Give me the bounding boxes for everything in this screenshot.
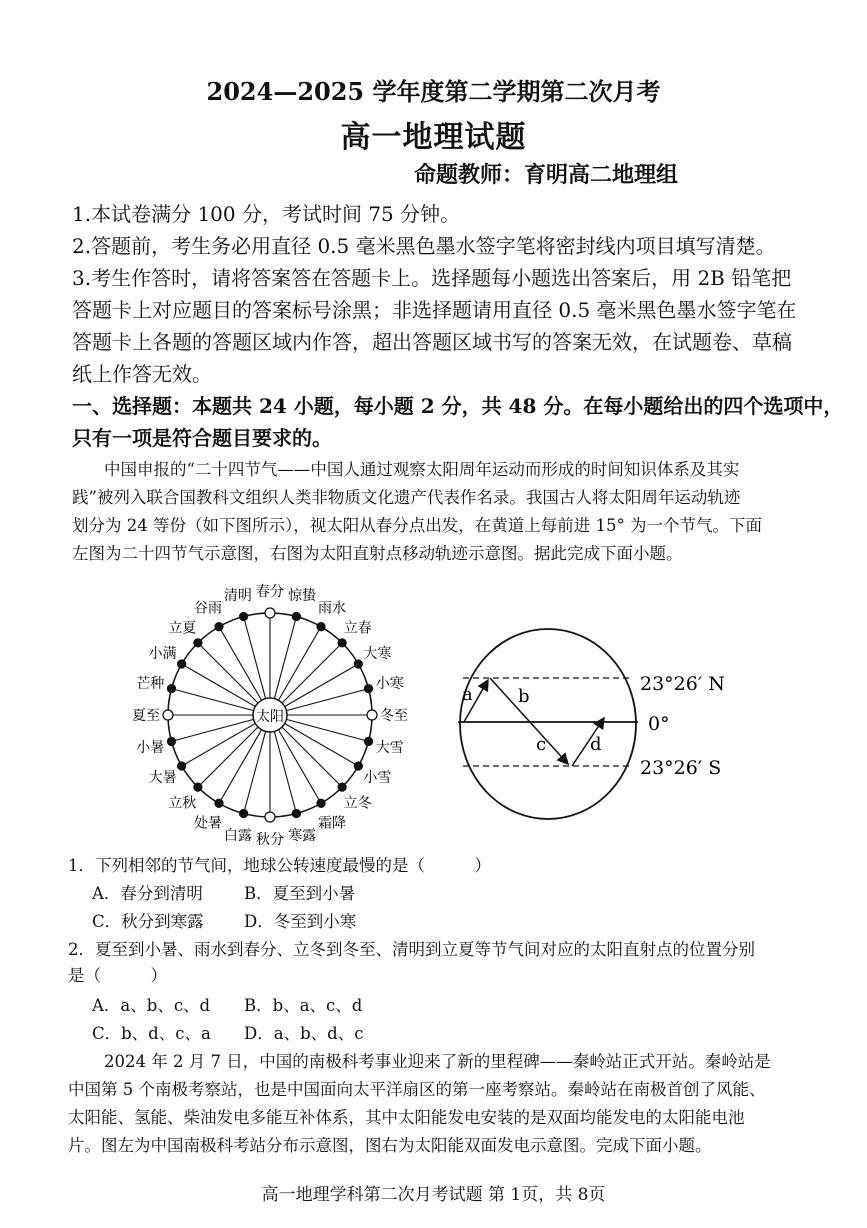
term-spoke bbox=[286, 719, 368, 741]
passage1-line-3: 划分为 24 等份（如下图所示），视太阳从春分点出发，在黄道上每前进 15° 为一个节气。下面 bbox=[72, 516, 762, 535]
term-spoke bbox=[244, 731, 266, 813]
term-point bbox=[338, 783, 346, 791]
question-2-option-b: B．b、a、c、d bbox=[244, 996, 363, 1015]
passage2-line-1: 2024 年 2 月 7 日，中国的南极科考事业迎来了新的里程碑——秦岭站正式开站。秦岭站是 bbox=[104, 1052, 771, 1071]
question-1-option-b: B．夏至到小暑 bbox=[244, 884, 356, 903]
term-point bbox=[292, 810, 300, 818]
exam-author: 命题教师：育明高二地理组 bbox=[414, 162, 679, 188]
page-footer: 高一地理学科第二次月考试题 第 1页，共 8页 bbox=[261, 1185, 606, 1205]
term-point bbox=[317, 799, 325, 807]
term-point bbox=[365, 737, 373, 745]
term-label: 小满 bbox=[148, 646, 177, 662]
lat-equator-label: 0° bbox=[648, 713, 670, 735]
term-label: 大寒 bbox=[363, 646, 392, 662]
term-label: 立冬 bbox=[343, 795, 372, 812]
direct-point-diagram bbox=[450, 628, 750, 838]
lat-north-label: 23°26′ N bbox=[640, 673, 725, 695]
term-point bbox=[367, 710, 377, 720]
term-point bbox=[265, 812, 275, 822]
term-label: 立秋 bbox=[168, 795, 197, 812]
label-c: c bbox=[536, 734, 547, 755]
question-1-option-d: D．冬至到小寒 bbox=[244, 912, 357, 931]
instruction-3-cont-3: 纸上作答无效。 bbox=[72, 362, 212, 386]
term-spoke bbox=[274, 616, 296, 698]
lat-south-label: 23°26′ S bbox=[640, 757, 722, 779]
label-b: b bbox=[518, 686, 530, 707]
passage2-line-3: 太阳能、氢能、柴油发电多能互补体系，其中太阳能发电安装的是双面均能发电的太阳能电池 bbox=[68, 1108, 745, 1127]
instruction-3-cont-2: 答题卡上各题的答题区域内作答，超出答题区域书写的答案无效，在试题卷、草稿 bbox=[72, 330, 792, 354]
term-spoke bbox=[274, 731, 296, 813]
term-label: 立春 bbox=[343, 620, 372, 637]
term-label: 大暑 bbox=[148, 770, 177, 786]
term-label: 冬至 bbox=[380, 708, 408, 724]
term-label: 霜降 bbox=[318, 815, 346, 832]
term-point bbox=[292, 612, 300, 620]
instruction-2: 2.答题前，考生务必用直径 0.5 毫米黑色墨水签字笔将密封线内项目填写清楚。 bbox=[72, 234, 776, 258]
question-2-option-c: C．b、d、c、a bbox=[92, 1024, 211, 1043]
term-spoke bbox=[171, 689, 253, 711]
term-point bbox=[167, 685, 175, 693]
term-spoke bbox=[286, 689, 368, 711]
term-label: 秋分 bbox=[256, 832, 284, 848]
term-point bbox=[178, 660, 186, 668]
term-label: 雨水 bbox=[318, 600, 346, 617]
question-2-stem-cont: 是（ ） bbox=[68, 966, 167, 985]
label-a: a bbox=[462, 684, 473, 705]
passage1-line-4: 左图为二十四节气示意图，右图为太阳直射点移动轨迹示意图。据此完成下面小题。 bbox=[72, 544, 683, 563]
term-point bbox=[354, 762, 362, 770]
question-2-option-a: A．a、b、c、d bbox=[92, 996, 211, 1015]
term-point bbox=[240, 810, 248, 818]
question-1-option-a: A．春分到清明 bbox=[92, 884, 203, 903]
term-point bbox=[265, 608, 275, 618]
term-label: 清明 bbox=[223, 588, 252, 605]
term-spoke bbox=[171, 719, 253, 741]
term-point bbox=[178, 762, 186, 770]
term-label: 谷雨 bbox=[194, 600, 222, 617]
label-d: d bbox=[590, 734, 602, 755]
solar-terms-diagram bbox=[120, 575, 430, 850]
term-label: 白露 bbox=[223, 827, 252, 844]
term-point bbox=[354, 660, 362, 668]
term-label: 惊蛰 bbox=[288, 588, 317, 605]
term-label: 小寒 bbox=[375, 675, 404, 692]
term-point bbox=[194, 639, 202, 647]
term-label: 夏至 bbox=[132, 708, 160, 724]
instruction-3-cont-1: 答题卡上对应题目的答案标号涂黑；非选择题请用直径 0.5 毫米黑色墨水签字笔在 bbox=[72, 298, 797, 322]
earth-outline bbox=[460, 629, 636, 819]
passage2-line-2: 中国第 5 个南极考察站，也是中国面向太平洋扇区的第一座考察站。秦岭站在南极首创了风能、 bbox=[68, 1080, 766, 1099]
term-label: 寒露 bbox=[288, 827, 317, 844]
term-point bbox=[163, 710, 173, 720]
term-label: 大雪 bbox=[375, 740, 404, 757]
term-point bbox=[317, 623, 325, 631]
term-spoke bbox=[198, 727, 258, 787]
term-point bbox=[338, 639, 346, 647]
term-spoke bbox=[282, 727, 342, 787]
term-point bbox=[215, 623, 223, 631]
passage1-line-2: 践”被列入联合国教科文组织人类非物质文化遗产代表作名录。我国古人将太阳周年运动轨迹 bbox=[72, 488, 741, 507]
question-1-option-c: C．秋分到寒露 bbox=[92, 912, 204, 931]
term-label: 小暑 bbox=[136, 740, 165, 757]
exam-subtitle: 高一地理试题 bbox=[340, 120, 527, 155]
term-spoke bbox=[244, 616, 266, 698]
term-label: 小雪 bbox=[363, 770, 392, 786]
section-heading-cont: 只有一项是符合题目要求的。 bbox=[72, 426, 332, 450]
term-point bbox=[167, 737, 175, 745]
question-2-option-d: D．a、b、d、c bbox=[244, 1024, 364, 1043]
term-label: 处暑 bbox=[194, 815, 222, 832]
exam-title: 2024—2025 学年度第二学期第二次月考 bbox=[206, 77, 661, 106]
term-spoke bbox=[282, 643, 342, 703]
instruction-3: 3.考生作答时，请将答案答在答题卡上。选择题每小题选出答案后，用 2B 铅笔把 bbox=[72, 266, 792, 290]
sun-label: 太阳 bbox=[256, 709, 284, 725]
term-label: 春分 bbox=[256, 584, 284, 600]
term-spoke bbox=[198, 643, 258, 703]
section-heading: 一、选择题：本题共 24 小题，每小题 2 分，共 48 分。在每小题给出的四个选项中， bbox=[72, 394, 844, 418]
term-point bbox=[194, 783, 202, 791]
passage1-line-1: 中国申报的“二十四节气——中国人通过观察太阳周年运动而形成的时间知识体系及其实 bbox=[104, 460, 740, 479]
question-1-stem: 1．下列相邻的节气间，地球公转速度最慢的是（ ） bbox=[68, 856, 491, 875]
passage2-line-4: 片。图左为中国南极科考站分布示意图，图右为太阳能双面发电示意图。完成下面小题。 bbox=[68, 1136, 712, 1155]
instruction-1: 1.本试卷满分 100 分，考试时间 75 分钟。 bbox=[72, 202, 461, 226]
question-2-stem: 2．夏至到小暑、雨水到春分、立冬到冬至、清明到立夏等节气间对应的太阳直射点的位置分别 bbox=[68, 940, 755, 959]
term-point bbox=[215, 799, 223, 807]
term-point bbox=[365, 685, 373, 693]
term-point bbox=[240, 612, 248, 620]
term-label: 芒种 bbox=[136, 675, 165, 692]
term-label: 立夏 bbox=[168, 620, 197, 637]
